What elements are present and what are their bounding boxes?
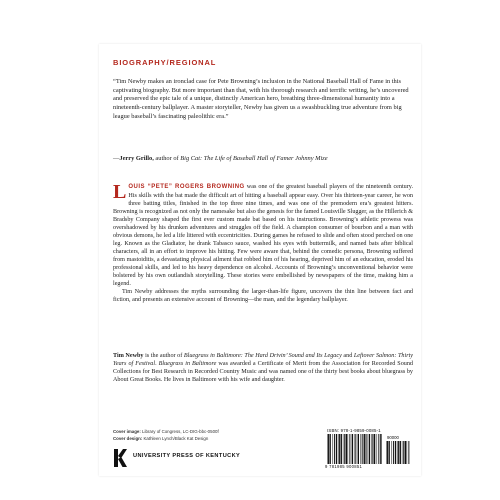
publisher-block <box>113 448 293 470</box>
author-bio-text-4: was awarded a Certificate of Merit from the Association for Recorded Sound Collections for Best Research in Recorded Country Music and was named one of the thirty best books about bluegrass by About Great Books. He lives in Baltimore with his wife and daughter. <box>113 361 413 383</box>
credit-image <box>113 429 283 436</box>
author-book-1: Bluegrass in Baltimore: The Hard Drivin’ Sound and Its Legacy <box>183 353 342 359</box>
endorsement-quote: “Tim Newby makes an ironclad case for Pete Browning’s inclusion in the National Baseball Hall of Fame in this captivating biography. But more important than that, with his thorough research and terrific writing, he’s uncovered and preserved the epic tale of a unique, distinctly American hero, breathing three-dimensional humanity into a nineteenth-century ballplayer. A master storyteller, Newby has given us a swashbuckling true adventure from big league baseball’s fascinating paleolithic era.” <box>113 78 409 120</box>
barcode-block <box>325 428 411 472</box>
book-description <box>113 183 413 304</box>
credit-design-label: Cover design: <box>113 435 143 441</box>
price-code: 90000 <box>387 435 399 440</box>
attribution-text: author of <box>153 155 181 162</box>
credit-design <box>113 436 283 443</box>
attribution-name: Jerry Grillo, <box>119 155 154 162</box>
author-book-3: Bluegrass in Baltimore <box>158 361 217 367</box>
publisher-name: UNIVERSITY PRESS OF KENTUCKY <box>133 453 241 459</box>
author-bio-text-1: is the author of <box>143 353 184 359</box>
kentucky-k-logo-icon <box>113 448 127 468</box>
isbn-text: ISBN: 978-1-9859-0085-1 <box>327 428 381 433</box>
drop-cap: L <box>113 181 127 203</box>
barcode-addon-icon <box>386 441 410 464</box>
author-book-2: Leftover Salmon: Thirty Years of Festival <box>113 353 414 367</box>
attribution-book-title: Big Cat: The Life of Baseball Hall of Famer Johnny Mize <box>180 155 328 162</box>
quote-attribution <box>113 155 413 164</box>
barcode-digits: 9 781985 900851 <box>325 464 363 469</box>
description-paragraph-1 <box>113 183 413 288</box>
cover-credits <box>113 429 283 443</box>
book-back-cover <box>99 44 421 476</box>
author-bio <box>113 352 413 384</box>
description-paragraph-2: Tim Newby addresses the myths surrounding the larger-than-life figure, uncovers the thin line between fact and fiction, and presents an extensive account of Browning—the man, and the legendary ballplayer. <box>113 288 413 303</box>
author-name: Tim Newby <box>113 353 144 359</box>
credit-image-value: Library of Congress, LC-DIG-bbc-0500f <box>140 429 219 434</box>
attribution-dash: — <box>113 155 120 162</box>
category-label: BIOGRAPHY/REGIONAL <box>113 58 217 67</box>
description-text-1: was one of the greatest baseball players of the nineteenth century. His skills with the bat made the difficult art of hitting a baseball appear easy. Over his thirteen-year career, he won three batting titles, finished in the top three nine times, and was one of the premodern era’s greatest hitters. Browning is recognized as not only the namesake but also the genesis for the famed Louisville Slugger, as the Hillerich & Bradsby Company shaped the first ever custom made bat based on his instructions. Browning’s athletic prowess was overshadowed by his drunken adventures and struggles off the field. A champion consumer of bourbon and a man with obvious demons, he led a life littered with eccentricities. During games he refused to slide and often stood perched on one leg. Known as the Gladiator, he drank Tabasco sauce, washed his eyes with buttermilk, and named bats after biblical characters, all in an effort to improve his hitting. Few were aware that, behind the comedic persona, Browning suffered from mastoiditis, a devastating physical ailment that robbed him of his hearing, deprived him of an education, eroded his professional skills, and led to his heavy dependence on alcohol. Accounts of Browning’s unconventional behavior were bolstered by his own outlandish storytelling. These stories were embellished by newspapers of the time, making him a legend. <box>113 184 414 287</box>
credit-design-value: Kathleen Lynch/Black Kat Design <box>142 435 209 441</box>
author-bio-text-3: . <box>155 361 159 367</box>
credit-image-label: Cover image: <box>113 429 141 434</box>
barcode-icon <box>327 434 383 464</box>
author-bio-text-2: and <box>341 353 354 359</box>
subject-name-caps: OUIS “PETE” ROGERS BROWNING <box>128 184 245 190</box>
